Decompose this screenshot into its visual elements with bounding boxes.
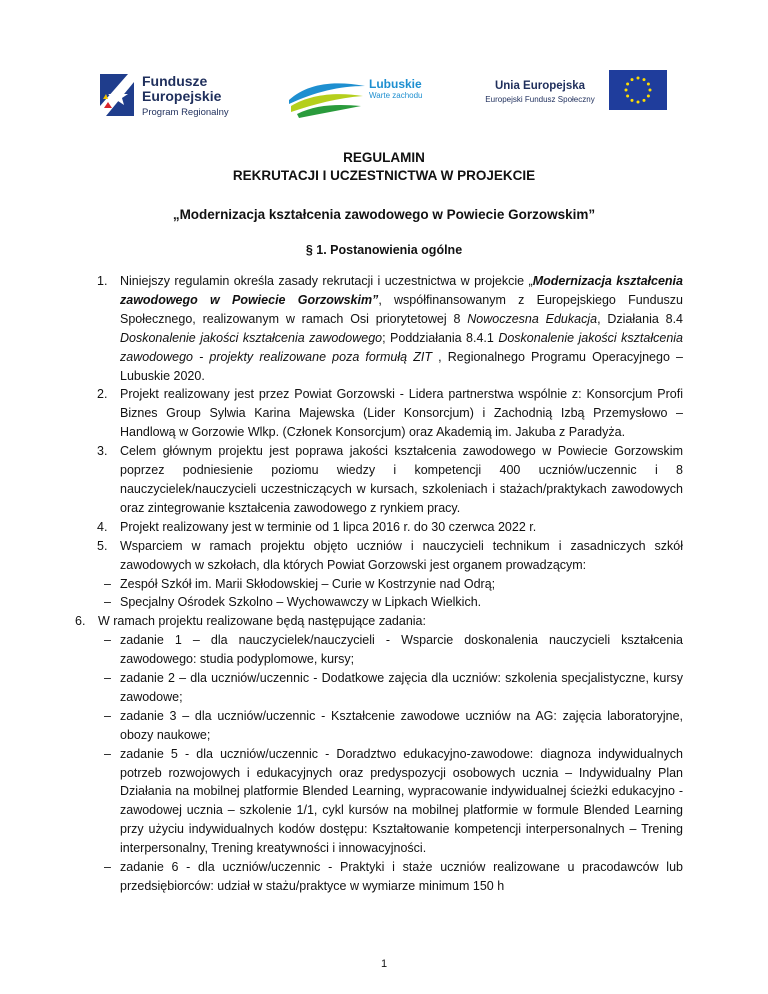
lubuskie-text xyxy=(369,78,423,102)
dash-bullet: – xyxy=(104,860,111,875)
eu-star-icon xyxy=(647,95,650,98)
project-name-inline: Modernizacja kształcenia zawodowego w Powiecie Gorzowskim” xyxy=(120,274,683,307)
italic-run: Doskonalenie jakości kształcenia zawodowego - projekty realizowane poza formułą ZIT xyxy=(120,330,683,364)
item-number: 5. xyxy=(97,538,108,553)
item-text: Projekt realizowany jest w terminie od 1 lipca 2016 r. do 30 czerwca 2022 r. xyxy=(120,519,537,534)
task-text: zadanie 2 – dla uczniów/uczennic - Dodatkowe zajęcia dla uczniów: szkolenia specjalistyczne, kursy zawodowe; xyxy=(120,671,683,704)
text-run: , Regionalnego Programu Operacyjnego – Lubuskie 2020. xyxy=(120,349,683,383)
lubuskie-line1: Lubuskie xyxy=(369,77,422,91)
item-number: 4. xyxy=(97,519,108,534)
item-number: 2. xyxy=(97,387,108,402)
fe-line3: Program Regionalny xyxy=(142,107,229,118)
list-item xyxy=(97,537,683,575)
list-item xyxy=(97,518,683,537)
sub-item-text: Zespół Szkół im. Marii Skłodowskiej – Curie w Kostrzynie nad Odrą; xyxy=(120,576,496,591)
dash-bullet: – xyxy=(104,633,111,648)
text-run: Niniejszy regulamin określa zasady rekrutacji i uczestnictwa w projekcie „ xyxy=(120,274,533,288)
eu-star-icon xyxy=(643,99,646,102)
item-text: Celem głównym projektu jest poprawa jakości kształcenia zawodowego w Powiecie Gorzowskim poprzez podniesienie poziomu wiedzy i kompetencji 400 uczniów/uczennic i 8 nauczycielek/nauczycieli uczestniczących w kursach, szkoleniach i stażach/praktykach zawodowych oraz zintegrowanie kształcenia zawodowego z rynkiem pracy. xyxy=(120,444,683,515)
dash-bullet: – xyxy=(104,671,111,686)
document-title: REGULAMIN xyxy=(343,150,425,165)
dash-bullet: – xyxy=(104,595,111,610)
list-item xyxy=(97,385,683,442)
ue-line1: Unia Europejska xyxy=(494,80,586,92)
logo-bar xyxy=(0,66,768,126)
document-subtitle: REKRUTACJI I UCZESTNICTWA W PROJEKCIE xyxy=(232,168,536,183)
fe-line2: Europejskie xyxy=(142,88,222,104)
eu-star-icon xyxy=(626,83,629,86)
eu-star-icon xyxy=(649,89,652,92)
item-number: 6. xyxy=(75,614,86,629)
project-name: „Modernizacja kształcenia zawodowego w Powiecie Gorzowskim” xyxy=(172,207,596,222)
item-text: Wsparciem w ramach projektu objęto uczniów i nauczycieli technikum i zasadniczych szkół zawodowych w szkołach, dla których Powiat Gorzowski jest organem prowadzącym: xyxy=(120,538,683,572)
item-text xyxy=(120,272,683,385)
text-run: , Działania 8.4 xyxy=(597,311,684,326)
fundusze-europejskie-logo xyxy=(98,72,248,122)
item-text: Projekt realizowany jest przez Powiat Gorzowski - Lidera partnerstwa wspólnie z: Konsorcjum Profi Biznes Group Sylwia Karina Majewska (Lider Konsorcjum) i Zachodnią Izbą Przemysłowo – Handlową w Gorzowie Wlkp. (Członek Konsorcjum) oraz Akademią im. Jakuba z Paradyża. xyxy=(120,387,683,440)
list-item xyxy=(97,442,683,518)
sub-list-item xyxy=(104,593,683,612)
task-text: zadanie 3 – dla uczniów/uczennic - Kształcenie zawodowe uczniów na AG: zajęcia laboratoryjne, obozy naukowe; xyxy=(120,708,683,742)
item-number: 3. xyxy=(97,444,108,459)
text-run: , współfinansowanym z Europejskiego Funduszu Społecznego, realizowanym w ramach Osi priorytetowej 8 xyxy=(120,292,683,326)
item-number: 1. xyxy=(97,274,108,288)
italic-run: Nowoczesna Edukacja xyxy=(467,311,598,326)
fe-line1: Fundusze xyxy=(142,73,208,89)
task-item xyxy=(104,669,683,707)
lubuskie-logo xyxy=(287,68,437,124)
task-text: zadanie 1 – dla nauczycielek/nauczycieli - Wsparcie doskonalenia nauczycieli kształcenia zawodowego: studia podyplomowe, kursy; xyxy=(120,633,683,667)
lubuskie-line2: Warte zachodu xyxy=(369,91,423,100)
italic-run: Doskonalenie jakości kształcenia zawodowego xyxy=(120,330,383,345)
eu-star-icon xyxy=(631,78,634,81)
dash-bullet: – xyxy=(104,576,111,591)
eu-star-icon xyxy=(637,77,640,80)
list-item xyxy=(75,612,683,631)
fundusze-europejskie-mark-icon xyxy=(98,72,136,118)
eu-star-icon xyxy=(631,99,634,102)
eu-star-icon xyxy=(647,83,650,86)
task-item xyxy=(104,858,683,896)
task-text: zadanie 6 - dla uczniów/uczennic - Praktyki i staże uczniów realizowane u pracodawców lub przedsiębiorców: udział w stażu/praktyce w wymiarze minimum 150 h xyxy=(120,860,683,893)
task-text: zadanie 5 - dla uczniów/uczennic - Doradztwo edukacyjno-zawodowe: diagnoza indywidualnych potrzeb rozwojowych i edukacyjnych oraz predyspozycji osobowych ucznia – Indywidualny Plan Działania na mobilnej platformie Blended Learning, wypracowanie indywidualnej ścieżki edukacyjno - zawodowej ucznia – szkolenie 1/1, cykl kursów na mobilnej platformie w formule Blended Learning przy użyciu indywidualnych kodów dostępu: Kształtowanie kompetencji interpersonalnych – Trening interpersonalny, Trening kreatywności i innowacyjności. xyxy=(120,746,683,856)
dash-bullet: – xyxy=(104,746,111,761)
page-number: 1 xyxy=(380,958,388,970)
regulations-body xyxy=(0,272,768,896)
lubuskie-wave-icon xyxy=(287,74,367,118)
task-item xyxy=(104,707,683,745)
text-run: ; Poddziałania 8.4.1 xyxy=(382,330,499,345)
sub-list-item xyxy=(104,575,683,594)
eu-star-icon xyxy=(626,95,629,98)
eu-star-icon xyxy=(637,101,640,104)
fundusze-europejskie-text xyxy=(142,74,229,120)
eu-star-icon xyxy=(625,89,628,92)
eu-flag-icon xyxy=(609,70,667,110)
ue-line2: Europejski Fundusz Społeczny xyxy=(485,95,595,104)
unia-europejska-text xyxy=(475,80,605,106)
task-item xyxy=(104,745,683,858)
sub-item-text: Specjalny Ośrodek Szkolno – Wychowawczy w Lipkach Wielkich. xyxy=(120,595,482,610)
list-item xyxy=(97,272,684,385)
task-item xyxy=(104,631,683,669)
item-text: W ramach projektu realizowane będą następujące zadania: xyxy=(98,614,426,629)
eu-star-icon xyxy=(643,78,646,81)
dash-bullet: – xyxy=(104,708,111,723)
section-heading: § 1. Postanowienia ogólne xyxy=(305,243,463,257)
